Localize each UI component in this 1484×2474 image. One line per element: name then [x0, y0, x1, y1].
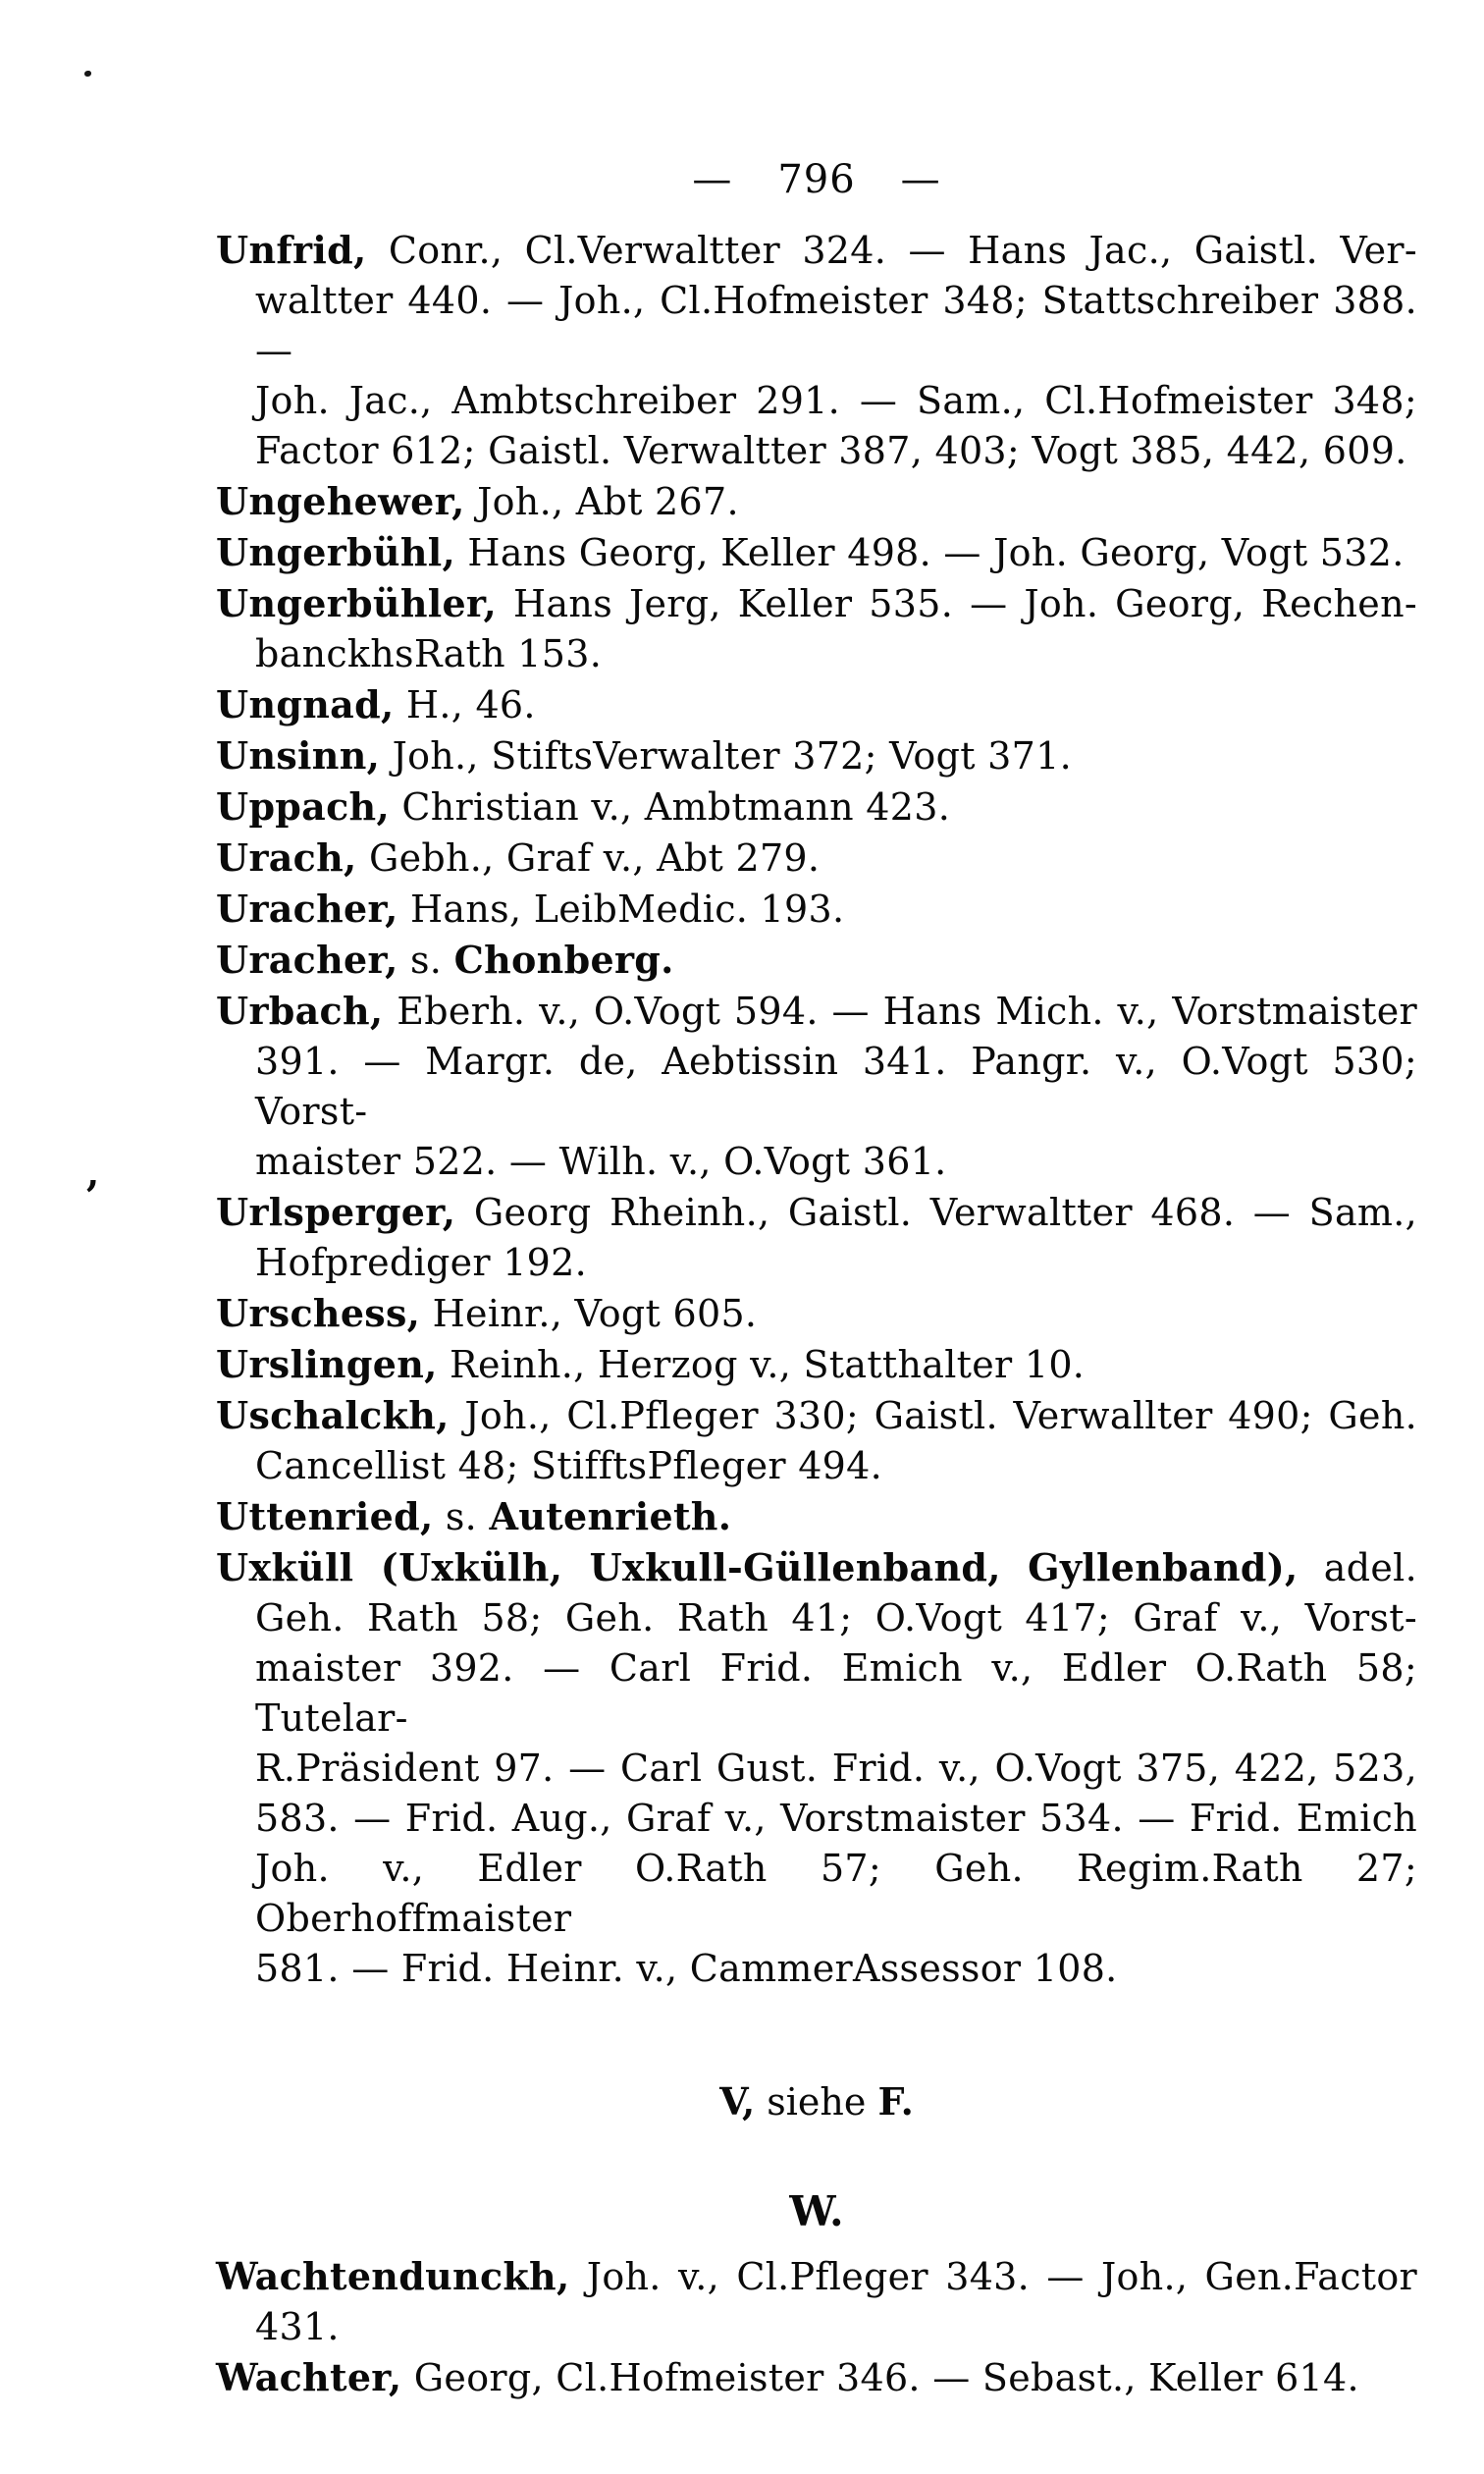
- entry-text: 431.: [255, 2305, 340, 2348]
- entry-line: [216, 884, 1417, 935]
- section-heading-w: [216, 2186, 1417, 2236]
- headword: Ungnad,: [216, 682, 395, 726]
- entry-text: Christian v., Ambtmann 423.: [390, 785, 951, 829]
- entry-text: banckhsRath 153.: [255, 632, 603, 675]
- entry-text: Eberh. v., O.Vogt 594. — Hans Mich. v., Vorstmaister: [383, 990, 1417, 1033]
- entry-text: Joh., Cl.Pfleger 330; Gaistl. Verwallter 490; Geh.: [449, 1394, 1417, 1437]
- entry-text: s.: [433, 1495, 490, 1538]
- index-entry: [216, 986, 1417, 1187]
- headword: Unfrid,: [216, 228, 367, 272]
- index-entry: [216, 1491, 1417, 1542]
- entry-line: [216, 1339, 1417, 1390]
- page-number: 796: [777, 157, 856, 202]
- headword: Autenrieth.: [489, 1494, 732, 1538]
- entry-line: [216, 2251, 1417, 2302]
- entry-line: [216, 935, 1417, 986]
- headword: Urach,: [216, 835, 357, 880]
- headword: Unsinn,: [216, 733, 381, 778]
- entry-text: H., 46.: [394, 683, 536, 726]
- entry-line: [216, 1390, 1417, 1441]
- index-entry: [216, 527, 1417, 578]
- headword: Uttenried,: [216, 1494, 434, 1538]
- headword: Urschess,: [216, 1291, 421, 1335]
- index-entry: [216, 2251, 1417, 2352]
- entry-line: [216, 1238, 1417, 1288]
- entry-text: Hans Georg, Keller 498. — Joh. Georg, Vogt 532.: [455, 531, 1404, 574]
- entry-line: [216, 1744, 1417, 1794]
- entry-text: Joh., Abt 267.: [464, 480, 739, 523]
- headword: Ungehewer,: [216, 479, 465, 523]
- entry-text: Geh. Rath 58; Geh. Rath 41; O.Vogt 417; Graf v., Vorst-: [255, 1596, 1417, 1640]
- headword: F.: [877, 2079, 914, 2124]
- entry-line: [216, 376, 1417, 426]
- index-entry: [216, 884, 1417, 935]
- headword: Urbach,: [216, 989, 384, 1033]
- index-entry: [216, 781, 1417, 833]
- entry-line: [216, 986, 1417, 1037]
- headword: Uxküll (Uxkülh, Uxkull-Güllenband, Gyllenband),: [216, 1545, 1298, 1589]
- section-heading-v: [216, 2076, 1417, 2127]
- entry-text: maister 522. — Wilh. v., O.Vogt 361.: [255, 1140, 947, 1183]
- index-entry: [216, 578, 1417, 679]
- entry-line: [216, 1441, 1417, 1491]
- entry-line: [216, 1844, 1417, 1944]
- entry-line: [216, 276, 1417, 376]
- index-entry: [216, 1288, 1417, 1339]
- entry-text: Joh. v., Edler O.Rath 57; Geh. Regim.Rath 27; Oberhoffmaister: [255, 1847, 1417, 1940]
- entry-line: [216, 527, 1417, 578]
- entry-line: [216, 578, 1417, 629]
- header-dash-right: —: [900, 157, 941, 202]
- index-entry: [216, 1339, 1417, 1390]
- headword: Wachtendunckh,: [216, 2254, 570, 2298]
- entry-line: [216, 225, 1417, 276]
- index-section-w: [216, 2251, 1417, 2403]
- index-entry: [216, 1542, 1417, 1994]
- entry-text: Reinh., Herzog v., Statthalter 10.: [437, 1343, 1086, 1386]
- entry-text: 583. — Frid. Aug., Graf v., Vorstmaister 534. — Frid. Emich: [255, 1797, 1417, 1840]
- entry-line: [216, 781, 1417, 833]
- headword: Uracher,: [216, 938, 398, 982]
- entry-text: R.Präsident 97. — Carl Gust. Frid. v., O.Vogt 375, 422, 523,: [255, 1747, 1417, 1790]
- headword: Chonberg.: [453, 938, 674, 982]
- entry-line: [216, 1593, 1417, 1643]
- headword: Uracher,: [216, 887, 398, 931]
- index-entry: [216, 679, 1417, 730]
- entry-text: Factor 612; Gaistl. Verwaltter 387, 403; Vogt 385, 442, 609.: [255, 429, 1407, 472]
- entry-line: [216, 2302, 1417, 2352]
- entry-line: [216, 1944, 1417, 1994]
- ink-speck-dot: [84, 71, 91, 77]
- index-entry: [216, 2352, 1417, 2403]
- header-dash-left: —: [692, 157, 733, 202]
- entry-text: adel.: [1298, 1546, 1417, 1589]
- entry-line: [216, 679, 1417, 730]
- entry-text: Joh. v., Cl.Pfleger 343. — Joh., Gen.Factor: [569, 2255, 1417, 2298]
- entry-text: Hofprediger 192.: [255, 1241, 588, 1284]
- headword: Ungerbühl,: [216, 530, 456, 574]
- entry-text: Heinr., Vogt 605.: [420, 1292, 758, 1335]
- entry-text: Gebh., Graf v., Abt 279.: [356, 836, 821, 880]
- entry-line: [216, 1137, 1417, 1187]
- entry-text: Conr., Cl.Verwaltter 324. — Hans Jac., Gaistl. Ver-: [366, 229, 1417, 272]
- entry-line: [216, 1643, 1417, 1744]
- index-entry: [216, 935, 1417, 986]
- index-entry: [216, 833, 1417, 884]
- ink-speck-comma: ,: [86, 1151, 100, 1195]
- entry-line: [216, 426, 1417, 476]
- entry-line: [216, 1491, 1417, 1542]
- entry-line: [216, 833, 1417, 884]
- entry-text: Georg, Cl.Hofmeister 346. — Sebast., Keller 614.: [401, 2356, 1359, 2399]
- headword: Uppach,: [216, 784, 390, 829]
- entry-text: 391. — Margr. de, Aebtissin 341. Pangr. v., O.Vogt 530; Vorst-: [255, 1040, 1417, 1133]
- entry-text: Hans, LeibMedic. 193.: [398, 887, 845, 931]
- index-entry: [216, 730, 1417, 781]
- entry-line: [216, 2352, 1417, 2403]
- index-entry: [216, 1187, 1417, 1288]
- entry-line: [216, 730, 1417, 781]
- entry-line: [216, 1288, 1417, 1339]
- headword: Uschalckh,: [216, 1393, 450, 1437]
- entry-text: 581. — Frid. Heinr. v., CammerAssessor 108.: [255, 1947, 1118, 1990]
- index-entry: [216, 225, 1417, 476]
- entry-text: Joh., StiftsVerwalter 372; Vogt 371.: [380, 734, 1072, 778]
- headword: Wachter,: [216, 2355, 402, 2399]
- entry-line: [216, 1037, 1417, 1137]
- entry-text: maister 392. — Carl Frid. Emich v., Edler O.Rath 58; Tutelar-: [255, 1646, 1417, 1740]
- entry-line: [216, 476, 1417, 527]
- index-entry: [216, 1390, 1417, 1491]
- headword: Urslingen,: [216, 1342, 438, 1386]
- entry-text: siehe: [755, 2080, 878, 2124]
- entry-text: Hans Jerg, Keller 535. — Joh. Georg, Rechen-: [497, 582, 1417, 625]
- entry-text: Georg Rheinh., Gaistl. Verwaltter 468. — Sam.,: [455, 1191, 1417, 1234]
- text-block: [216, 155, 1417, 2403]
- headword: W.: [789, 2187, 844, 2235]
- headword: V,: [719, 2079, 756, 2124]
- entry-line: [216, 1187, 1417, 1238]
- entry-line: [216, 629, 1417, 679]
- entry-line: [216, 1542, 1417, 1593]
- entry-text: waltter 440. — Joh., Cl.Hofmeister 348; Stattschreiber 388. —: [255, 279, 1417, 372]
- index-entry: [216, 476, 1417, 527]
- entry-text: Cancellist 48; StifftsPfleger 494.: [255, 1444, 883, 1487]
- headword: Ungerbühler,: [216, 581, 498, 625]
- index-section-u: [216, 225, 1417, 1994]
- entry-line: [216, 1794, 1417, 1844]
- entry-text: s.: [398, 939, 454, 982]
- headword: Urlsperger,: [216, 1190, 456, 1234]
- page-header: [216, 155, 1417, 205]
- entry-text: Joh. Jac., Ambtschreiber 291. — Sam., Cl.Hofmeister 348;: [255, 379, 1417, 422]
